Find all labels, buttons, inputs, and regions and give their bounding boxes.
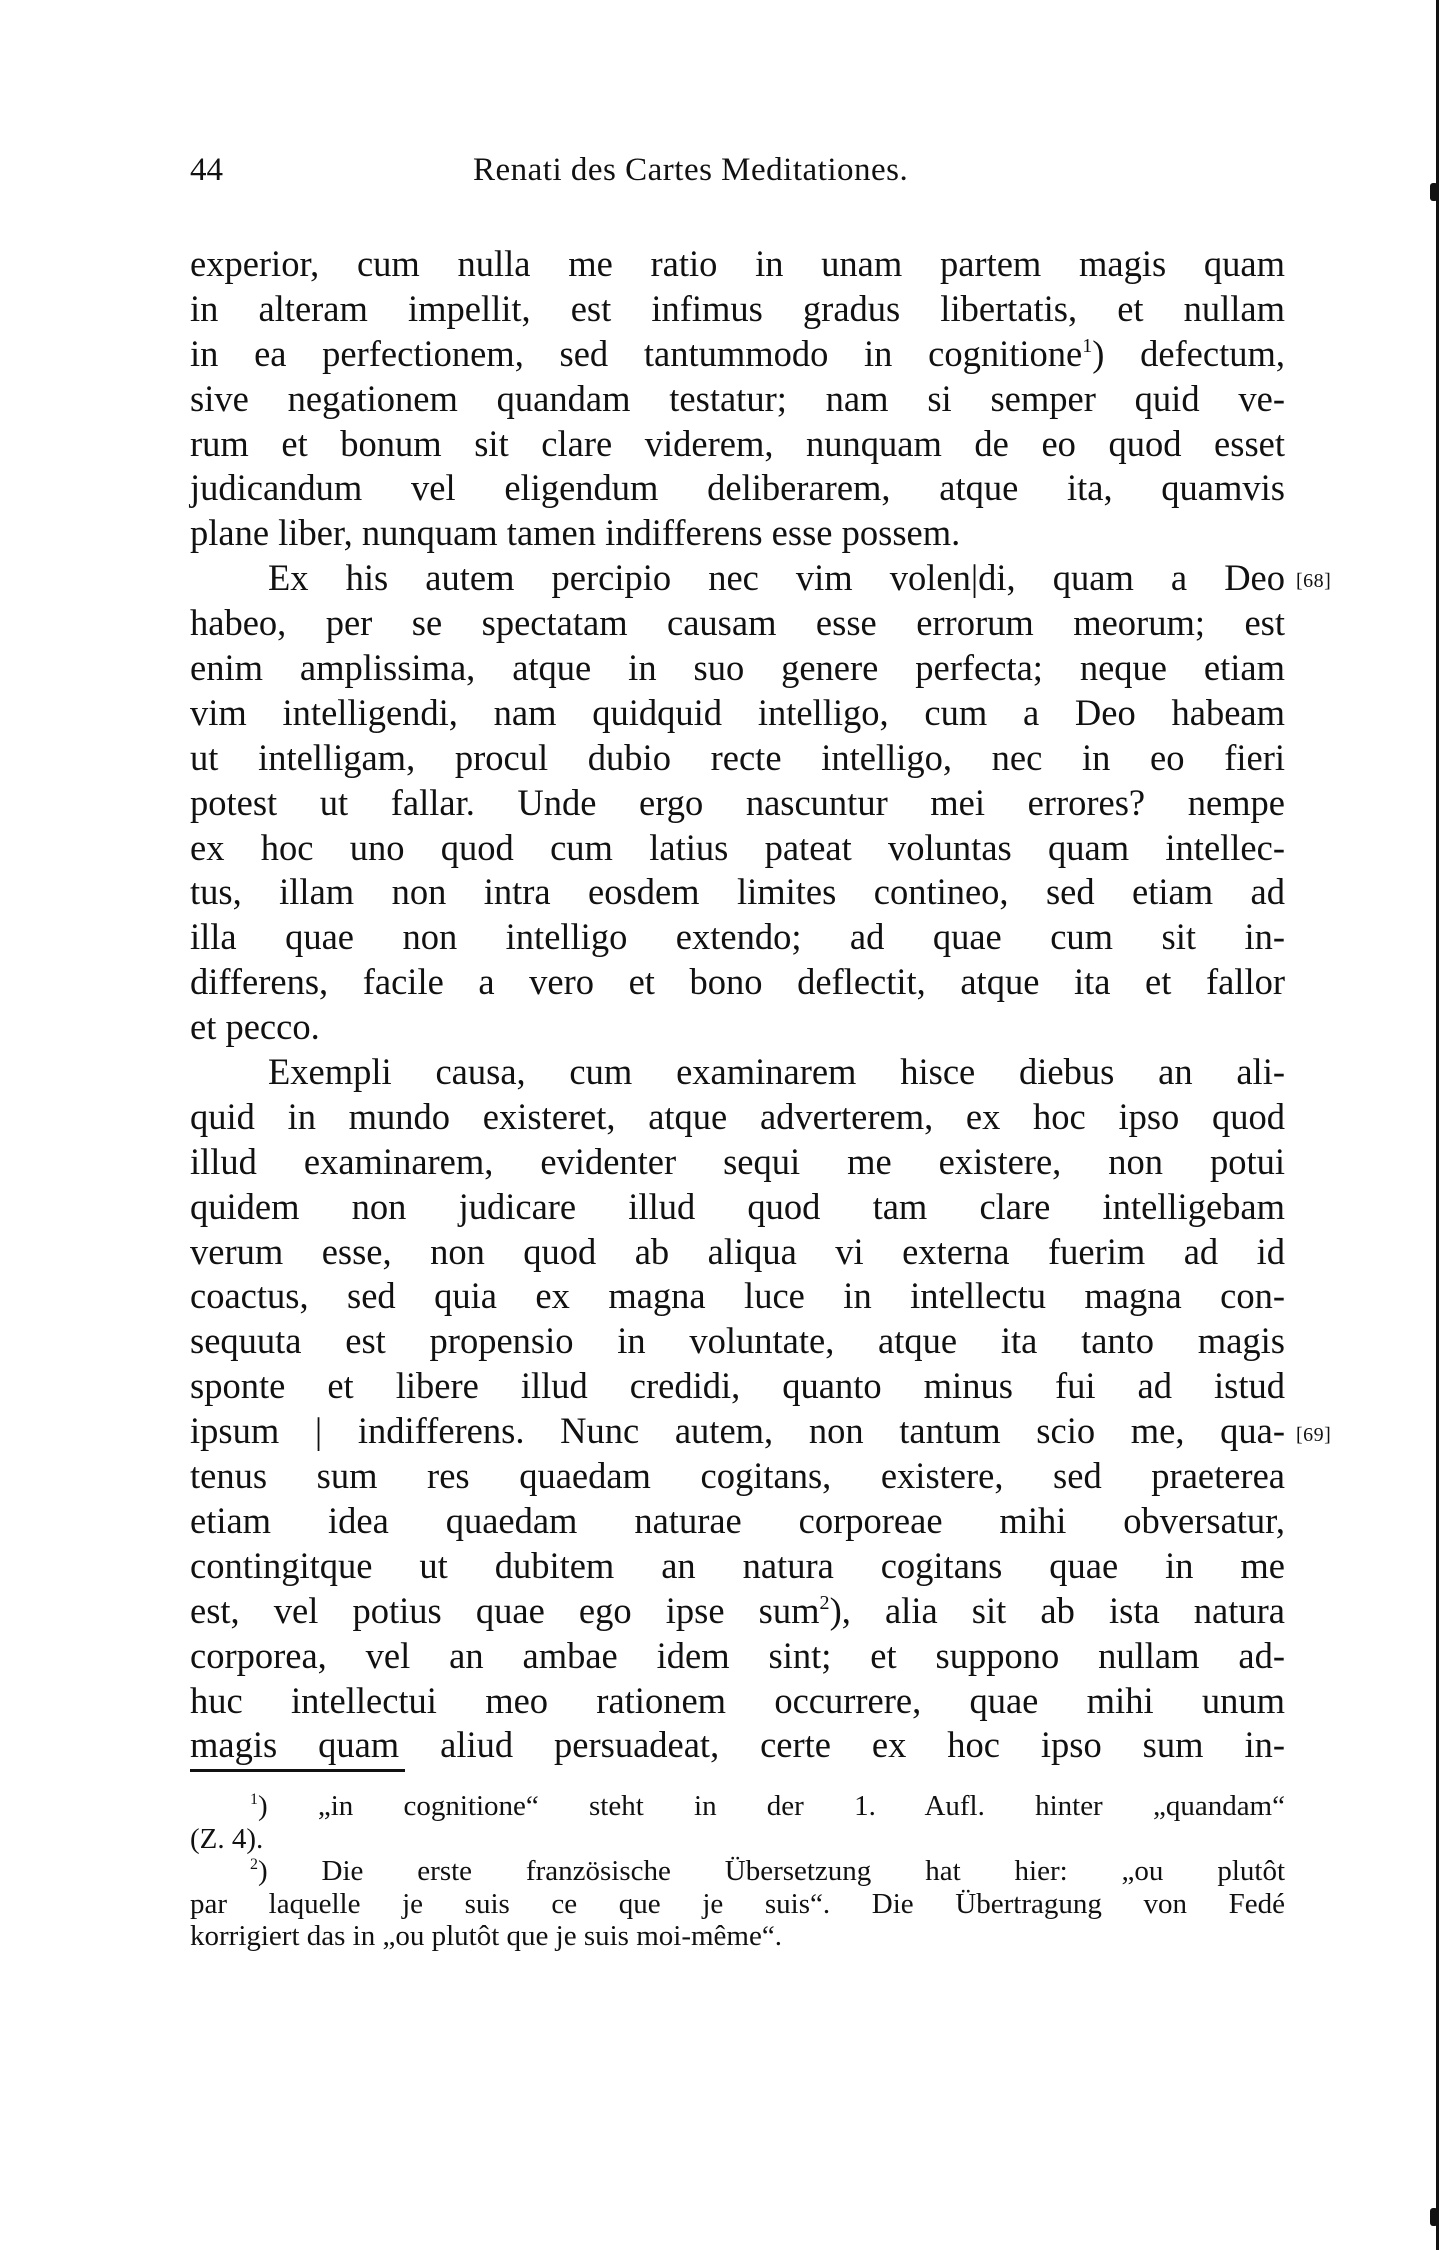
text-line: habeo, per se spectatam causam esse errorum meorum; est [190, 602, 1285, 644]
text-line: magis quam aliud persuadeat, certe ex hoc ipso sum in- [190, 1724, 1285, 1766]
page-number: 44 [190, 152, 223, 188]
text-line: sive negationem quandam testatur; nam si semper quid ve- [190, 377, 1285, 419]
footnote-ref-2[interactable]: 2 [819, 1591, 830, 1614]
text-line: illud examinarem, evidenter sequi me existere, non potui [190, 1140, 1285, 1182]
footnote-1-cont: (Z. 4). [190, 1822, 264, 1855]
text-line: in alteram impellit, est infimus gradus libertatis, et nullam [190, 287, 1285, 329]
text-line: rum et bonum sit clare viderem, nunquam de eo quod esset [190, 422, 1285, 464]
text-line: contingitque ut dubitem an natura cogitans quae in me [190, 1544, 1285, 1586]
text-line: sponte et libere illud credidi, quanto minus fui ad istud [190, 1365, 1285, 1407]
text-line: tus, illam non intra eosdem limites contineo, sed etiam ad [190, 871, 1285, 913]
main-text [190, 242, 1285, 1768]
text-line: potest ut fallar. Unde ergo nascuntur mei errores? nempe [190, 781, 1285, 823]
text-line: huc intellectui meo rationem occurrere, quae mihi unum [190, 1679, 1285, 1721]
text-line: verum esse, non quod ab aliqua vi externa fuerim ad id [190, 1230, 1285, 1272]
text-line: et pecco. [190, 1006, 320, 1048]
text-line: plane liber, nunquam tamen indifferens esse possem. [190, 512, 961, 554]
text-line: illa quae non intelligo extendo; ad quae cum sit in- [190, 916, 1285, 958]
text-line: enim amplissima, atque in suo genere perfecta; neque etiam [190, 647, 1285, 689]
text-line: judicandum vel eligendum deliberarem, atque ita, quamvis [190, 467, 1285, 509]
text-line: ipsum | indifferens. Nunc autem, non tantum scio me, qua- [190, 1410, 1285, 1452]
running-title: Renati des Cartes Meditationes. [473, 152, 909, 188]
footnotes [190, 1790, 1285, 1953]
text-line: ex hoc uno quod cum latius pateat voluntas quam intellec- [190, 826, 1285, 868]
scan-artifact-mark [1430, 2208, 1438, 2226]
text-line: quidem non judicare illud quod tam clare intelligebam [190, 1185, 1285, 1227]
text-line: vim intelligendi, nam quidquid intelligo, cum a Deo habeam [190, 691, 1285, 733]
text-line: in ea perfectionem, sed tantummodo in cognitione$^1$) defectum, [190, 332, 1285, 374]
margin-note-69: [69] [1296, 1424, 1332, 1446]
paragraph-start-line: Ex his autem percipio nec vim volen|di, quam a Deo [268, 557, 1285, 599]
text-line: ut intelligam, procul dubio recte intelligo, nec in eo fieri [190, 736, 1285, 778]
footnote-divider [190, 1769, 405, 1772]
scan-artifact-mark [1430, 183, 1438, 201]
running-head [190, 152, 1285, 192]
scan-page-edge [1436, 0, 1439, 2250]
footnote-ref-1[interactable]: 1 [1082, 334, 1093, 357]
footnote-1: $^1$) „in cognitione“ steht in der 1. Aufl. hinter „quandam“ [250, 1790, 1285, 1822]
margin-note-68: [68] [1296, 570, 1332, 592]
text-line: differens, facile a vero et bono deflectit, atque ita et fallor [190, 961, 1285, 1003]
footnote-2: $^2$) Die erste französische Übersetzung hat hier: „ou plutôt [250, 1855, 1285, 1887]
footnote-2-cont: par laquelle je suis ce que je suis“. Die Übertragung von Fedé [190, 1887, 1285, 1920]
text-line: est, vel potius quae ego ipse sum$^2$), alia sit ab ista natura [190, 1589, 1285, 1631]
text-line: tenus sum res quaedam cogitans, existere, sed praeterea [190, 1455, 1285, 1497]
text-line: corporea, vel an ambae idem sint; et suppono nullam ad- [190, 1634, 1285, 1676]
paragraph-start-line: Exempli causa, cum examinarem hisce diebus an ali- [268, 1051, 1285, 1093]
text-line: experior, cum nulla me ratio in unam partem magis quam [190, 243, 1285, 284]
text-line: etiam idea quaedam naturae corporeae mihi obversatur, [190, 1499, 1285, 1541]
text-line: sequuta est propensio in voluntate, atque ita tanto magis [190, 1320, 1285, 1362]
text-line: quid in mundo existeret, atque adverterem, ex hoc ipso quod [190, 1095, 1285, 1137]
footnote-2-cont: korrigiert das in „ou plutôt que je suis moi-même“. [190, 1920, 782, 1952]
text-line: coactus, sed quia ex magna luce in intellectu magna con- [190, 1275, 1285, 1317]
